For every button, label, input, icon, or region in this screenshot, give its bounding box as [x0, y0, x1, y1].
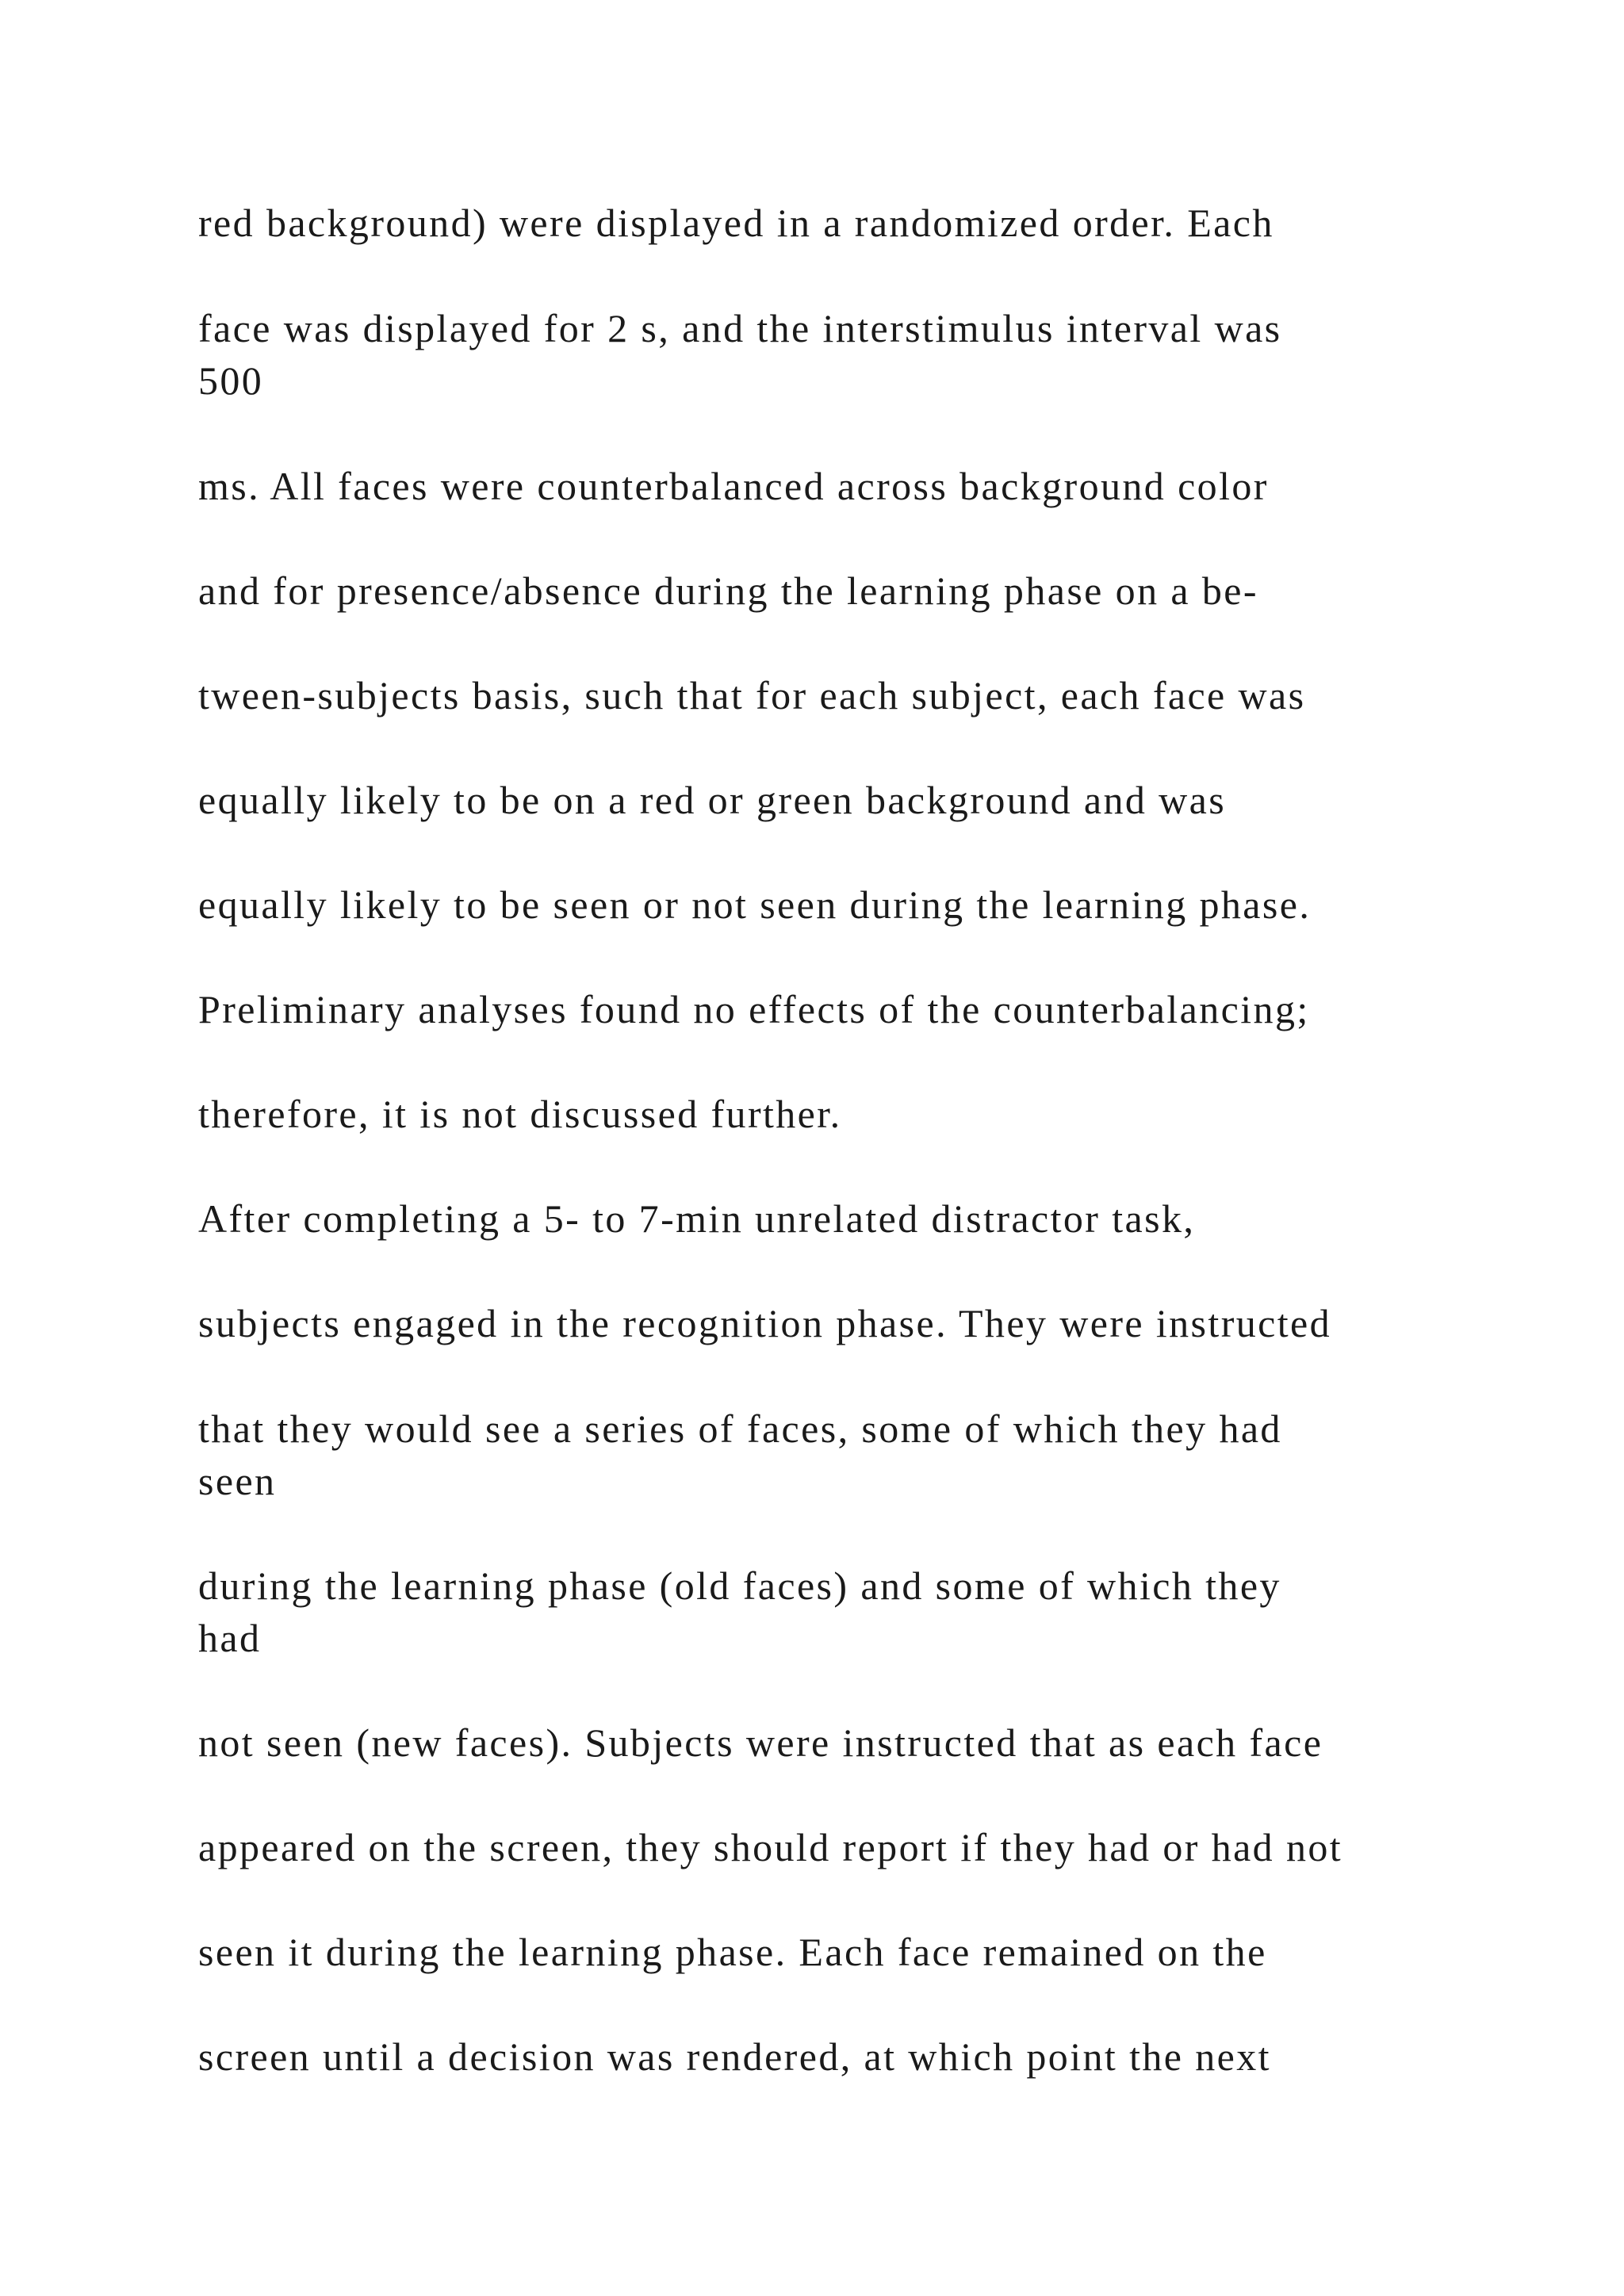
- text-line: seen it during the learning phase. Each face remained on the: [198, 1930, 1267, 1974]
- text-line: 500: [198, 358, 264, 403]
- text-line: not seen (new faces). Subjects were instructed that as each face: [198, 1720, 1323, 1765]
- text-line: Preliminary analyses found no effects of the counterbalancing;: [198, 987, 1310, 1031]
- text-line: red background) were displayed in a randomized order. Each: [198, 201, 1274, 245]
- text-line: screen until a decision was rendered, at which point the next: [198, 2034, 1271, 2079]
- text-line: therefore, it is not discussed further.: [198, 1092, 842, 1136]
- text-line: tween-subjects basis, such that for each subject, each face was: [198, 673, 1306, 718]
- text-line: face was displayed for 2 s, and the interstimulus interval was: [198, 306, 1282, 350]
- text-line: seen: [198, 1459, 277, 1503]
- text-line: during the learning phase (old faces) and some of which they: [198, 1563, 1281, 1608]
- text-line: and for presence/absence during the learning phase on a be-: [198, 568, 1258, 613]
- text-line: that they would see a series of faces, some of which they had: [198, 1406, 1282, 1451]
- text-line: equally likely to be seen or not seen during the learning phase.: [198, 882, 1312, 927]
- text-line: equally likely to be on a red or green background and was: [198, 778, 1227, 822]
- text-line: had: [198, 1616, 262, 1660]
- text-line: After completing a 5- to 7-min unrelated distractor task,: [198, 1196, 1196, 1241]
- text-line: ms. All faces were counterbalanced across background color: [198, 464, 1269, 508]
- text-line: subjects engaged in the recognition phase. They were instructed: [198, 1301, 1332, 1345]
- text-line: appeared on the screen, they should report if they had or had not: [198, 1825, 1343, 1869]
